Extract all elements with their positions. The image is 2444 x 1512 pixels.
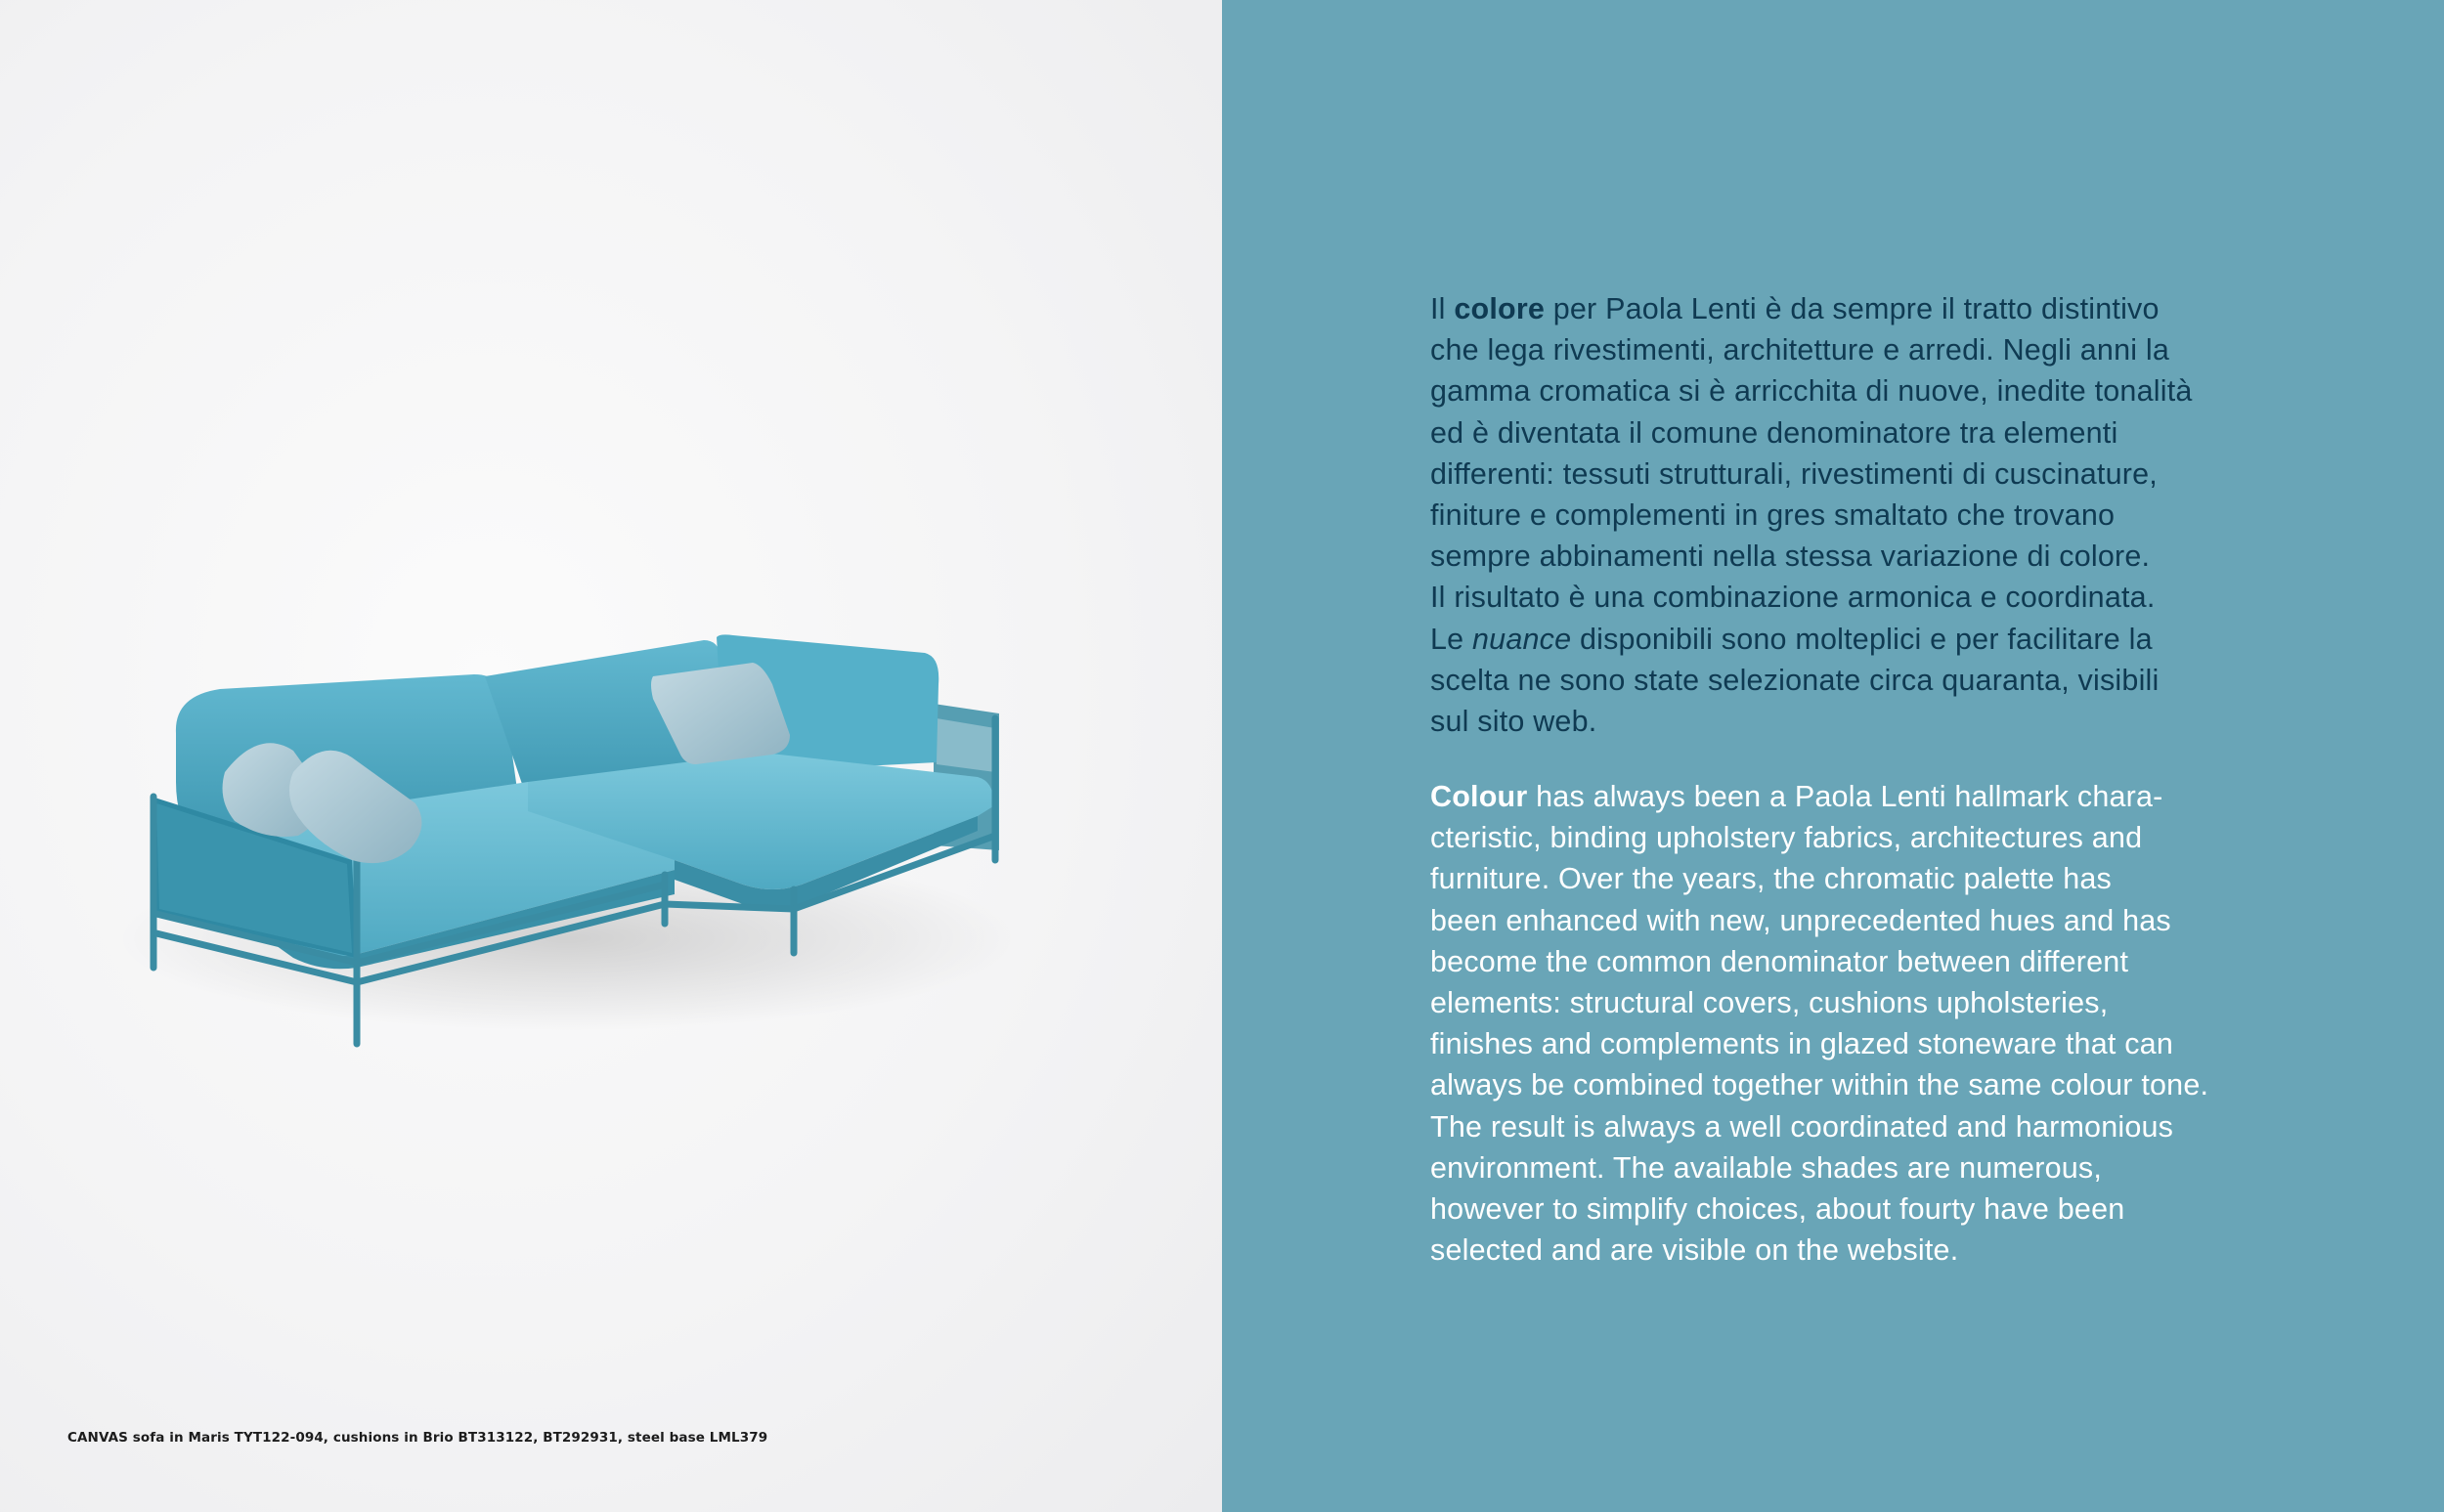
english-line-3: furniture. Over the years, the chromatic palette has xyxy=(1430,862,2112,896)
english-line-5: become the common denominator between different xyxy=(1430,944,2129,978)
italian-line-10: scelta ne sono state selezionate circa quaranta, visibili xyxy=(1430,663,2160,697)
text-span: Le xyxy=(1430,622,1472,656)
english-line-1 xyxy=(1430,776,2310,817)
text-span: disponibili sono molteplici e per facilitare la xyxy=(1571,622,2153,656)
english-line-9: The result is always a well coordinated and harmonious xyxy=(1430,1109,2174,1144)
italian-line-9 xyxy=(1430,619,2310,660)
keyword-nuance: nuance xyxy=(1472,622,1572,656)
text-page xyxy=(1222,0,2444,1512)
english-line-7: finishes and complements in glazed stoneware that can xyxy=(1430,1027,2173,1061)
english-line-2: cteristic, binding upholstery fabrics, architectures and xyxy=(1430,821,2143,855)
keyword-colore: colore xyxy=(1454,292,1546,325)
english-line-4: been enhanced with new, unprecedented hues and has xyxy=(1430,903,2171,937)
text-span: per Paola Lenti è da sempre il tratto distintivo xyxy=(1545,292,2160,325)
english-line-11: however to simplify choices, about fourty have been xyxy=(1430,1192,2125,1227)
italian-line-1 xyxy=(1430,288,2310,329)
italian-paragraph xyxy=(1430,288,2310,742)
italian-line-11: sul sito web. xyxy=(1430,705,1597,739)
italian-line-7: sempre abbinamenti nella stessa variazione di colore. xyxy=(1430,540,2151,574)
text-span: has always been a Paola Lenti hallmark chara- xyxy=(1527,780,2163,813)
keyword-colour: Colour xyxy=(1430,780,1528,813)
italian-line-2: che lega rivestimenti, architetture e arredi. Negli anni la xyxy=(1430,333,2170,367)
image-caption: CANVAS sofa in Maris TYT122-094, cushions in Brio BT313122, BT292931, steel base LML379 xyxy=(67,1430,768,1446)
italian-line-8: Il risultato è una combinazione armonica e coordinata. xyxy=(1430,581,2156,615)
italian-line-6: finiture e complementi in gres smaltato che trovano xyxy=(1430,498,2116,533)
english-paragraph xyxy=(1430,776,2310,1271)
english-line-6: elements: structural covers, cushions upholsteries, xyxy=(1430,986,2109,1020)
italian-line-5: differenti: tessuti strutturali, rivestimenti di cuscinature, xyxy=(1430,456,2158,491)
italian-line-3: gamma cromatica si è arricchita di nuove, inedite tonalità xyxy=(1430,374,2193,409)
english-line-12: selected and are visible on the website. xyxy=(1430,1233,1959,1268)
text-span: Il xyxy=(1430,292,1455,325)
english-line-10: environment. The available shades are numerous, xyxy=(1430,1150,2103,1185)
italian-line-4: ed è diventata il comune denominatore tra elementi xyxy=(1430,415,2118,450)
english-line-8: always be combined together within the same colour tone. xyxy=(1430,1068,2209,1102)
